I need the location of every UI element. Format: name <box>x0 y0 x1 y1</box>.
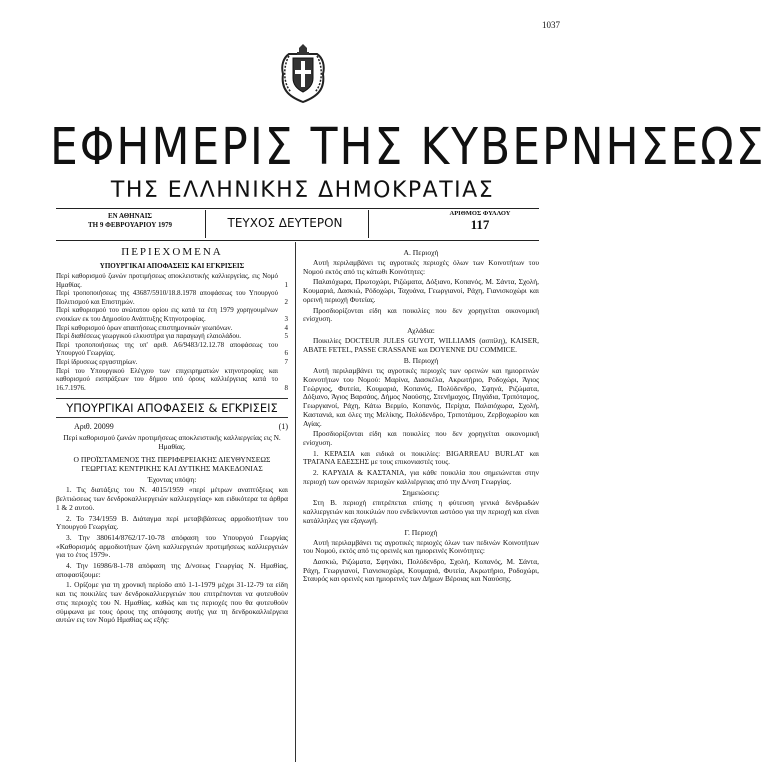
act-paragraph: 3. Την 380614/8762/17-10-78 απόφαση του Υπουργού Γεωργίας «Καθορισμός αρμοδιοτήτων ζώνη καλλιεργειών προτιμήσεως καλλιεργειών για το έτος 1979». <box>56 532 288 560</box>
toc-page: 5 <box>284 332 288 341</box>
toc-page: 1 <box>284 280 288 289</box>
right-paragraph: 1. ΚΕΡΑΣΙΑ και ειδικά οι ποικιλίες: BIGARREAU BURLAT και ΤΡΑΓΑΝΑ ΕΔΕΣΣΗΣ με τους επικονιαστές τους. <box>303 448 539 467</box>
right-paragraph: Δασκιώ, Ριζώματα, Σφηνάκι, Πολύδενδρο, Σχολή, Κοπανός, Μ. Σάντα, Ράχη, Γεωργιανοί, Γιανισκοχώρι, Κουμαριά, Φυτεία, Ακρωτήριο, Ροδοχώρι, Σταυρός και ορεινές και ημιορεινές των Δήμων Βέροιας και Ναούσης. <box>303 556 539 584</box>
area-b-title: Β. Περιοχή <box>403 356 439 366</box>
issue-date: ΤΗ 9 ΦΕΒΡΟΥΑΡΙΟΥ 1979 <box>87 221 173 229</box>
right-paragraph: Στη Β. περιοχή επιτρέπεται επίσης η φύτευση γενικά δενδρωδών καλλιεργειών και ποικιλιών που ενδείκνυνται ωστόσο για την περιοχή και είναι κατάλληλες για εξαγωγή. <box>303 498 539 525</box>
sheet-number: 117 <box>470 217 490 232</box>
toc-page: 6 <box>284 349 288 358</box>
left-column <box>56 246 288 627</box>
toc-item: Περί τροποποιήσεως της υπ' αριθ. Α6/9483/12.12.78 αποφάσεως του Υπουργού Γεωργίας. 6 <box>56 340 288 358</box>
right-paragraph: Αυτή περιλαμβάνει τις αγροτικές περιοχές των ορεινών και ημιορεινών Κοινοτήτων του Νομού: Μαρίνα, Διασκέλα, Ακρωτήριο, Ροδοχώρι, Άγιος Γεώργιος, Φυτεία, Κουμαριά, Κοπανός, Πολύδενδρο, Σφηνά, Ριζώματα, Δόξιανο, Άγιος Βαρσάος, Δήμος Ναούσης, Στενήμαχος, Πηγάδια, Τριπόταμος, Γεωργιανοί, Ράχη, Κάτω Βερμίο, Κοπανός, Περίχια, Παλαιόχωρα, Σχολή, Καστανιά, και όλες της Μελίκης, Πολύδενδρο, Τριποτάμου, Ζερβοχωρίου και Αγίας. <box>303 366 539 428</box>
toc-page: 2 <box>284 297 288 306</box>
toc-item: Περί του Υπουργικού Ελέγχου των επιχειρηματιών κτηνοτροφίας και καθορισμού εισπράξεων του δήμου υπό όρους καλλιέργειας κατά το 16.7.1976. 8 <box>56 366 288 392</box>
toc-page: 3 <box>284 314 288 323</box>
right-paragraph: Ποικιλίες DOCTEUR JULES GUYOT, WILLIAMS (ασπίλη), KAISER, ABATE FETEL, PASSE CRASSANE και DOYENNE DU COMMICE. <box>303 335 539 354</box>
meta-divider-left <box>205 210 206 238</box>
issue-series: ΤΕΥΧΟΣ ΔΕΥΤΕΡΟΝ <box>227 216 343 230</box>
toc-page: 8 <box>284 383 288 392</box>
section-heading: ΥΠΟΥΡΓΙΚΑΙ ΑΠΟΦΑΣΕΙΣ & ΕΓΚΡΙΣΕΙΣ <box>56 398 288 418</box>
sheet-number-label: ΑΡΙΘΜΟΣ ΦΥΛΛΟΥ <box>449 210 511 217</box>
right-paragraph: Αυτή περιλαμβάνει τις αγροτικές περιοχές όλων των πεδινών Κοινοτήτων του Νομού, εκτός από τις ορεινές και ημιορεινές Κοινότητες: <box>303 537 539 556</box>
right-paragraph: 2. ΚΑΡΥΔΙΑ & ΚΑΣΤΑΝΙΑ, για κάθε ποικιλία που σημειώνεται στην περιοχή των ορεινών περιοχών καλλιέργειας από την Δ/νση Γεωργίας. <box>303 468 539 486</box>
toc-subheading: ΥΠΟΥΡΓΙΚΑΙ ΑΠΟΦΑΣΕΙΣ ΚΑΙ ΕΓΚΡΙΣΕΙΣ <box>99 262 245 270</box>
right-paragraph: Προσδιορίζονται είδη και ποικιλίες που δεν χορηγείται οικονομική ενίσχυση. <box>303 429 539 447</box>
area-a-title: Α. Περιοχή <box>403 248 439 257</box>
toc-item: Περί τροποποιήσεως της 43687/5910/18.8.1978 αποφάσεως του Υπουργού Πολιτισμού και Επιστημών. 2 <box>56 289 288 306</box>
considering-label: Έχοντας υπόψη: <box>147 474 197 484</box>
act-index: (1) <box>278 422 288 432</box>
toc-item: Περί καθορισμού όρων απαιτήσεως επιστημονικών γεωπόνων. 4 <box>56 323 288 332</box>
page-number: 1037 <box>542 20 560 30</box>
notes-label: Σημειώσεις: <box>402 488 440 498</box>
coat-of-arms-emblem <box>277 44 329 106</box>
toc-heading: ΠΕΡΙΕΧΟΜΕΝΑ <box>121 246 223 258</box>
right-column <box>303 246 539 586</box>
act-paragraph: 1. Τις διατάξεις του Ν. 4015/1959 «περί μέτρων αναπτύξεως και βελτιώσεως των δενδροκαλλιεργειών καλλιεργείας» και ειδικότερα τα άρθρα 1 & 2 αυτού. <box>56 485 288 512</box>
act-paragraph: 2. Το 734/1959 Β. Διάταγμα περί μεταβιβάσεως αρμοδιοτήτων του Υπουργού Γεωργίας. <box>56 513 288 532</box>
pears-label: Αχλάδια: <box>407 325 435 335</box>
act-subject: Περί καθορισμού ζωνών προτιμήσεως αποκλειστικής καλλιεργείας εις Ν. Ημαθίας. <box>63 433 281 452</box>
act-paragraph: 4. Την 16986/8-1-78 απόφαση της Δ/νσεως Γεωργίας Ν. Ημαθίας, αποφασίζουμε: <box>56 561 288 579</box>
newspaper-title: ΕΦΗΜΕΡΙΣ ΤΗΣ ΚΥΒΕΡΝΗΣΕΩΣ <box>50 118 766 177</box>
toc-item: Περί ίδρυσεως εργαστηρίων. 7 <box>56 357 288 366</box>
column-divider <box>295 242 296 762</box>
meta-divider-right <box>368 210 369 238</box>
issue-date-block <box>70 212 190 230</box>
newspaper-subtitle: ΤΗΣ ΕΛΛΗΝΙΚΗΣ ΔΗΜΟΚΡΑΤΙΑΣ <box>110 178 495 203</box>
masthead-rule <box>56 208 539 209</box>
act-number: Αριθ. 20099 <box>74 422 114 432</box>
act-number-row <box>74 422 288 431</box>
toc-item: Περί καθορισμού του ανώτατου ορίου εις κατά τα έτη 1979 χορηγουμένων ενοικίων εκ του Δημοσίου Ανάπτυξης Κτηνοτροφίας. 3 <box>56 306 288 323</box>
right-paragraph: Προσδιορίζονται είδη και ποικιλίες που δεν χορηγείται οικονομική ενίσχυση. <box>303 305 539 324</box>
right-paragraph: Παλαιόχωρα, Πρωτοχώρι, Ριζώματα, Δόξιανο, Κοπανός, Μ. Σάντα, Σχολή, Κουμαριά, Δασκιώ, Ρόδοχώρι, Ταχυάνα, Γεωργιανοί, Ράχη, Γιανισκοχώρι και ορεινή περιοχή Φυτείας. <box>303 277 539 304</box>
toc-item: Περί καθορισμού ζωνών προτιμήσεως αποκλειστικής καλλιεργείας, εις Νομό Ημαθίας. 1 <box>56 272 288 289</box>
toc-page: 4 <box>284 323 288 332</box>
toc-item: Περί διαθέσεως γεωργικού ελκυστήρα για παραγωγή ελαιολάδου. 5 <box>56 332 288 341</box>
act-authority: Ο ΠΡΟΪΣΤΑΜΕΝΟΣ ΤΗΣ ΠΕΡΙΦΕΡΕΙΑΚΗΣ ΔΙΕΥΘΥΝΣΕΩΣ ΓΕΩΡΓΙΑΣ ΚΕΝΤΡΙΚΗΣ ΚΑΙ ΔΥΤΙΚΗΣ ΜΑΚΕΔΟΝΙΑΣ <box>73 454 271 473</box>
issue-place: ΕΝ ΑΘΗΝΑΙΣ <box>107 212 153 220</box>
meta-rule <box>56 240 539 241</box>
act-paragraph: 1. Ορίζομε για τη χρονική περίοδο από 1-1-1979 μέχρι 31-12-79 τα είδη και τις ποικιλίες των δενδροκαλλιεργειών που επιτρέπονται να φυτευθούν στις περιοχές του Ν. Ημαθίας, καθώς και τις περιοχές που θα φυτευθούν σύμφωνα με τους όρους της απόφασης αυτής για τη δενδροκαλλιέργεια αυτών εις τον Νομό Ημαθίας ως εξής: <box>56 580 288 625</box>
sheet-number-block <box>425 210 535 233</box>
right-paragraph: Αυτή περιλαμβάνει τις αγροτικές περιοχές όλων των Κοινοτήτων του Νομού εκτός από τις κάτωθι Κοινότητες: <box>303 258 539 276</box>
toc-page: 7 <box>284 357 288 366</box>
area-c-title: Γ. Περιοχή <box>404 527 438 537</box>
